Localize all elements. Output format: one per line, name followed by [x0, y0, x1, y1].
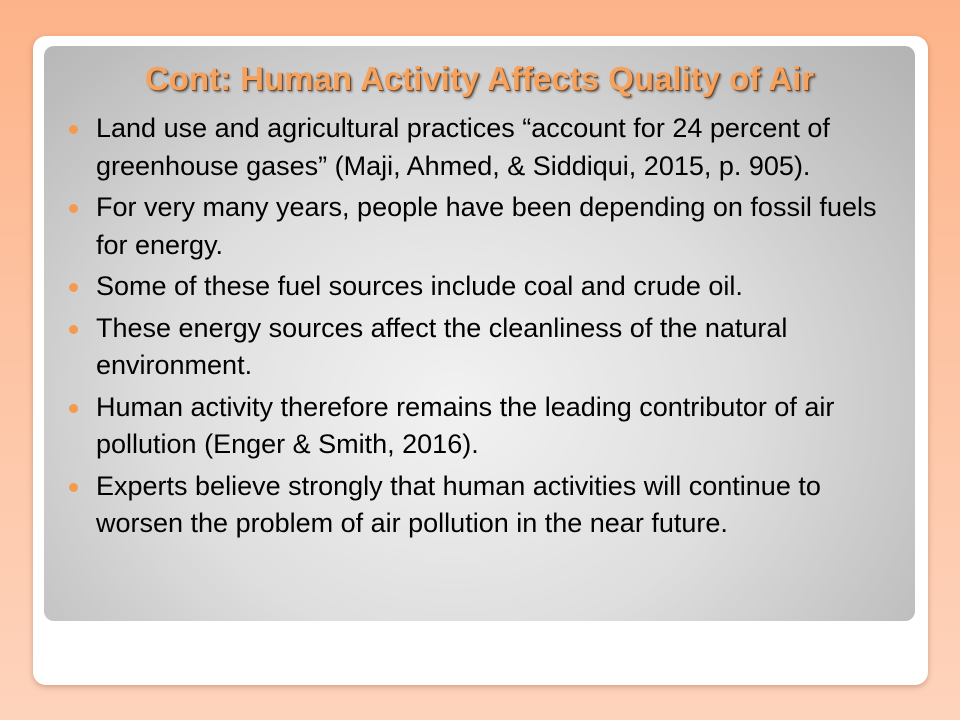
list-item	[66, 110, 901, 185]
bullet-dot-icon	[69, 483, 78, 492]
bullet-text: Some of these fuel sources include coal and crude oil.	[96, 271, 743, 301]
bullet-dot-icon	[69, 404, 78, 413]
bullet-dot-icon	[69, 204, 78, 213]
list-item	[66, 268, 901, 306]
bullet-text: Experts believe strongly that human activities will continue to worsen the problem of air pollution in the near future.	[96, 470, 821, 538]
bullet-text: These energy sources affect the cleanliness of the natural environment.	[96, 312, 788, 380]
list-item	[66, 389, 901, 464]
bullet-dot-icon	[69, 125, 78, 134]
bullet-dot-icon	[69, 325, 78, 334]
slide-title: Cont: Human Activity Affects Quality of Air	[144, 60, 815, 97]
list-item	[66, 468, 901, 543]
bullet-text: Human activity therefore remains the leading contributor of air pollution (Enger & Smith, 2016).	[96, 391, 835, 459]
bullet-text: Land use and agricultural practices “account for 24 percent of greenhouse gases” (Maji, Ahmed, & Siddiqui, 2015, p. 905).	[96, 113, 830, 181]
list-item	[66, 310, 901, 385]
bullet-text: For very many years, people have been depending on fossil fuels for energy.	[96, 192, 877, 260]
bullet-dot-icon	[69, 283, 78, 292]
list-item	[66, 189, 901, 264]
bullet-list	[66, 110, 901, 547]
